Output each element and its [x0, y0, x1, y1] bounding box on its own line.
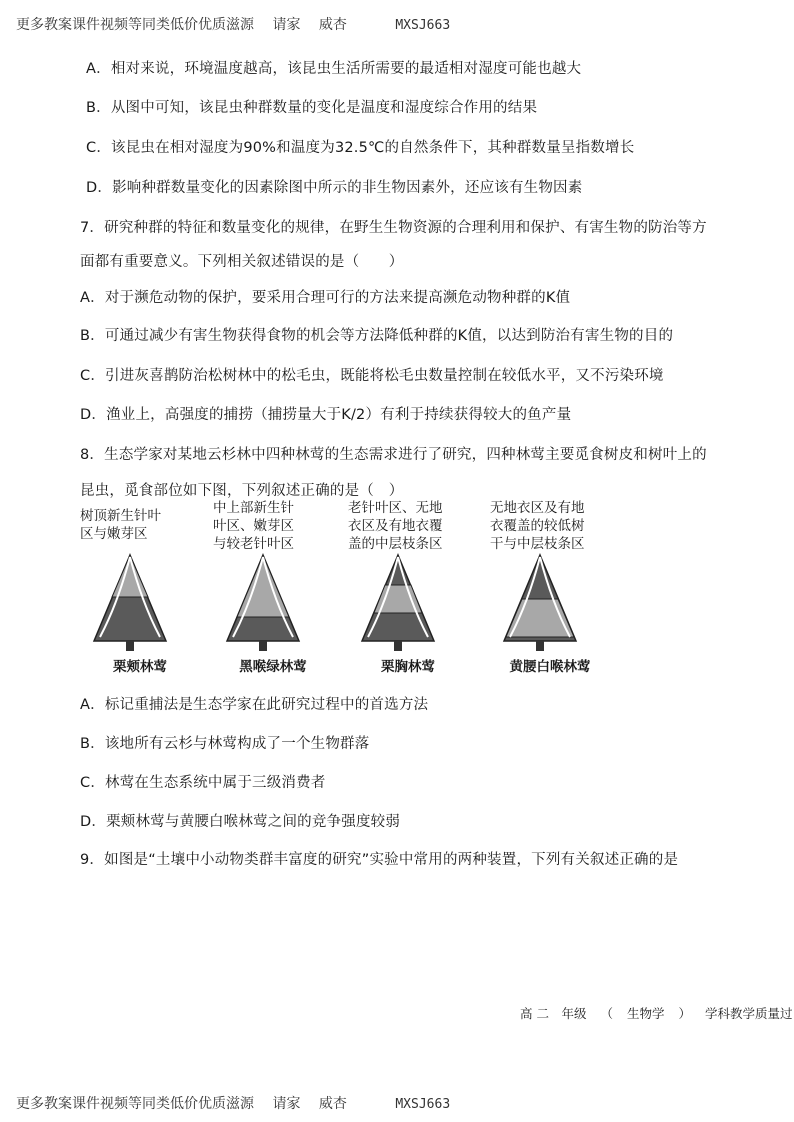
footer-subject: 生物学: [626, 1006, 665, 1021]
q8-option-c: C．林莺在生态系统中属于三级消费者: [80, 775, 326, 791]
q7-stem-line2: 面都有重要意义。下列相关叙述错误的是（ ）: [80, 254, 404, 270]
q7-option-c: C．引进灰喜鹊防治松树林中的松毛虫，既能将松毛虫数量控制在较低水平，又不污染环境: [80, 368, 664, 384]
footer-paren-open: （: [600, 1006, 613, 1021]
q7-option-b: B．可通过减少有害生物获得食物的机会等方法降低种群的K值，以达到防治有害生物的目的: [80, 328, 674, 344]
q8-stem-line1: 8．生态学家对某地云杉林中四种林莺的生态需求进行了研究，四种林莺主要觅食树皮和树叶上的: [80, 447, 707, 463]
spruce-tree-icon: [358, 553, 438, 653]
spruce-tree-icon: [500, 553, 580, 653]
figure-tree-2: [213, 500, 333, 679]
q8-option-d: D．栗颊林莺与黄腰白喉林莺之间的竞争强度较弱: [80, 814, 401, 830]
q6-option-b: B．从图中可知，该昆虫种群数量的变化是温度和湿度综合作用的结果: [86, 100, 538, 116]
banner-text: 更多教案课件视频等同类低价优质滋源: [16, 17, 254, 33]
q7-option-a: A．对于濒危动物的保护，要采用合理可行的方法来提高濒危动物种群的K值: [80, 290, 571, 306]
figure-name-1: 栗颊林莺: [113, 659, 167, 675]
figure-tree-3: [348, 500, 468, 679]
banner-code: MXSJ663: [395, 18, 451, 33]
figure-label-1: 树顶新生针叶 区与嫩芽区: [80, 508, 161, 542]
spruce-tree-icon: [90, 553, 170, 653]
q6-option-c: C．该昆虫在相对湿度为90%和温度为32.5℃的自然条件下，其种群数量呈指数增长: [86, 140, 635, 156]
q9-stem: 9．如图是“土壤中小动物类群丰富度的研究”实验中常用的两种装置，下列有关叙述正确的是: [80, 852, 679, 868]
q8-stem-line2: 昆虫，觅食部位如下图，下列叙述正确的是（ ）: [80, 483, 404, 499]
figure-label-2: 中上部新生针 叶区、嫩芽区 与较老针叶区: [213, 500, 294, 552]
q8-option-b: B．该地所有云杉与林莺构成了一个生物群落: [80, 736, 370, 752]
figure-tree-1: [80, 507, 200, 679]
banner-text: 更多教案课件视频等同类低价优质滋源: [16, 1096, 254, 1112]
banner-invite: 请家: [272, 1096, 301, 1112]
banner-invite: 请家: [272, 17, 301, 33]
footer-tail: 学科教学质量过: [704, 1006, 793, 1021]
banner-code: MXSJ663: [395, 1097, 451, 1112]
figure-tree-4: [490, 500, 610, 679]
banner-name: 威杏: [318, 1096, 347, 1112]
figure-name-2: 黑喉绿林莺: [239, 659, 307, 675]
q6-option-a: A．相对来说，环境温度越高，该昆虫生活所需要的最适相对湿度可能也越大: [86, 61, 582, 77]
footer-grade: 高 二 年级: [520, 1006, 587, 1021]
footer-paren-close: ）: [678, 1006, 691, 1021]
figure-name-4: 黄腰白喉林莺: [509, 659, 591, 675]
q8-option-a: A．标记重捕法是生态学家在此研究过程中的首选方法: [80, 697, 429, 713]
figure-label-3: 老针叶区、无地 衣区及有地衣覆 盖的中层枝条区: [348, 500, 443, 552]
exam-footer: [520, 1004, 794, 1022]
top-banner: [16, 14, 464, 34]
banner-name: 威杏: [318, 17, 347, 33]
figure-label-4: 无地衣区及有地 衣覆盖的较低树 干与中层枝条区: [490, 500, 585, 552]
bottom-banner: [16, 1093, 464, 1113]
q7-option-d: D．渔业上，高强度的捕捞（捕捞量大于K/2）有利于持续获得较大的鱼产量: [80, 407, 572, 423]
q7-stem-line1: 7．研究种群的特征和数量变化的规律，在野生生物资源的合理利用和保护、有害生物的防治等方: [80, 220, 707, 236]
figure-name-3: 栗胸林莺: [381, 659, 435, 675]
q6-option-d: D．影响种群数量变化的因素除图中所示的非生物因素外，还应该有生物因素: [86, 180, 583, 196]
spruce-tree-icon: [223, 553, 303, 653]
